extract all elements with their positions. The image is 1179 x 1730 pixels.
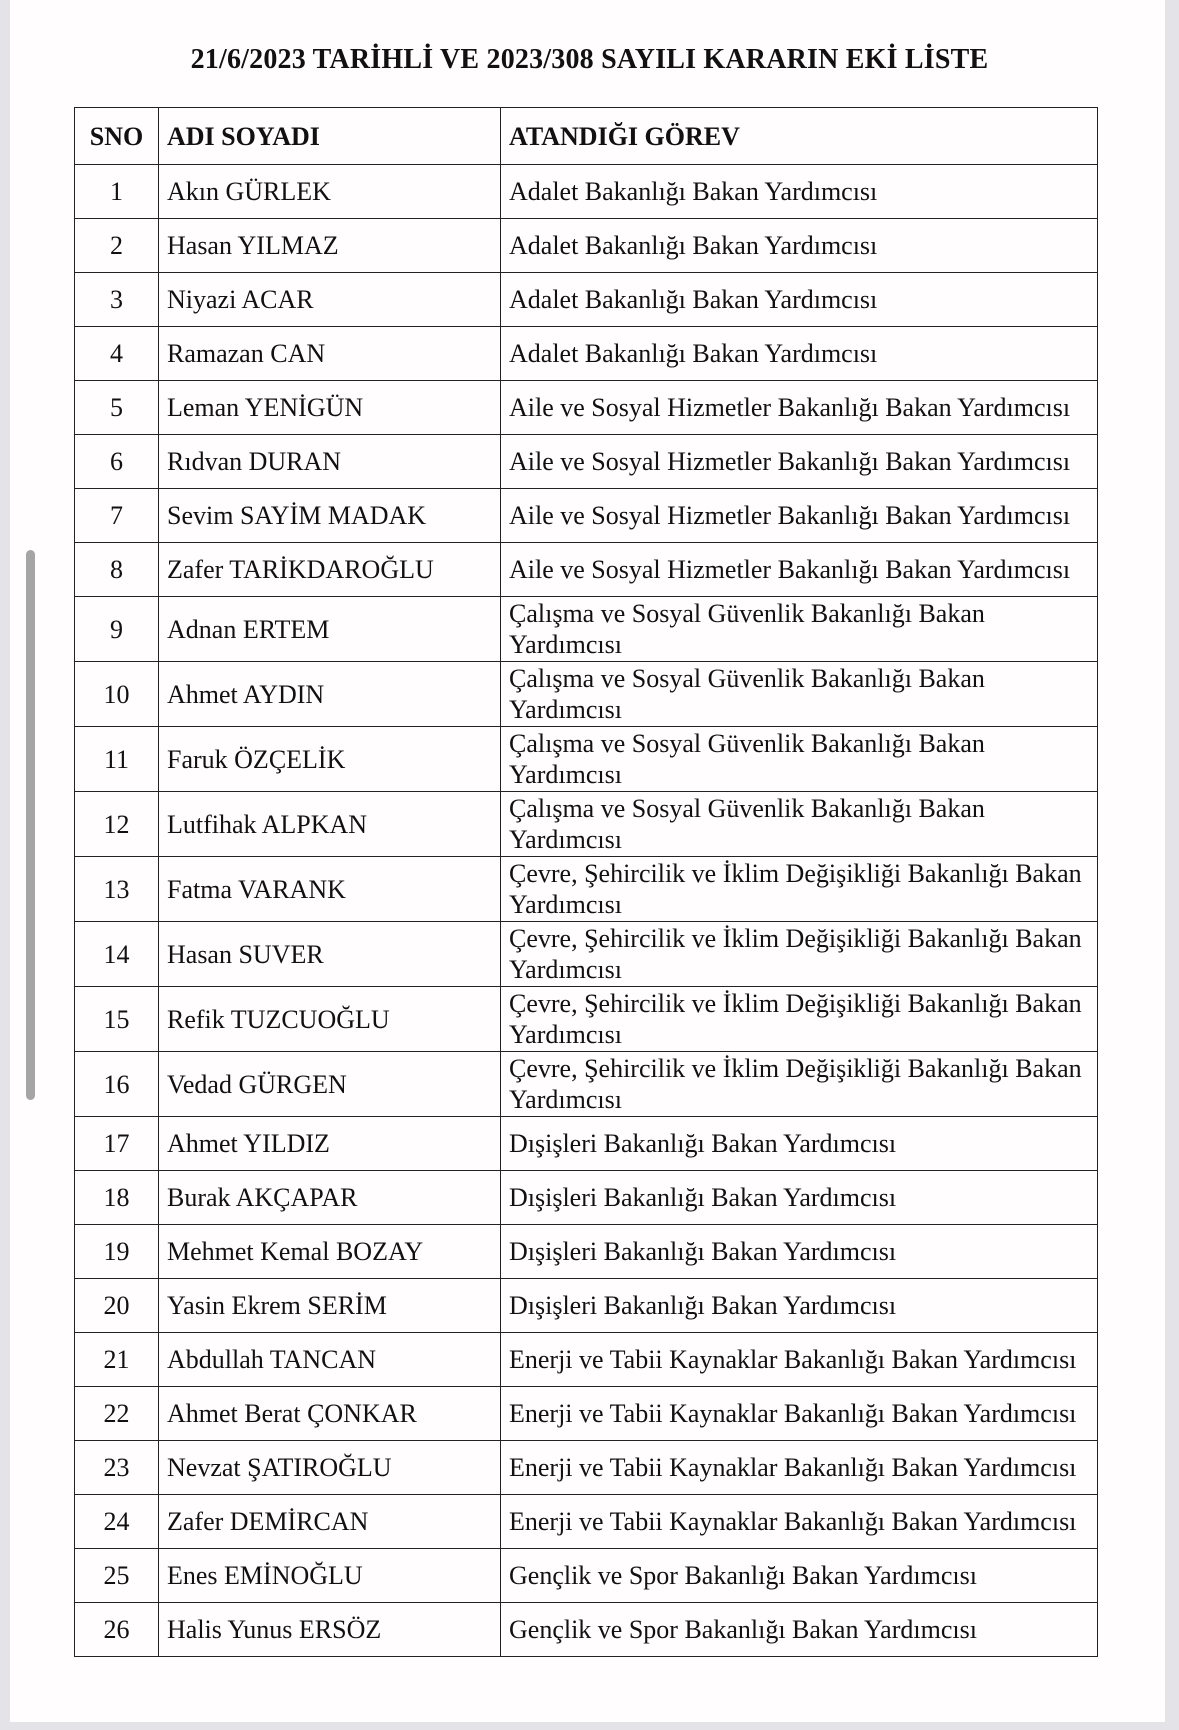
table-row — [75, 1225, 1098, 1279]
row-sno: 2 — [75, 219, 159, 273]
row-name: Halis Yunus ERSÖZ — [159, 1603, 501, 1657]
page-bottom-edge — [0, 1722, 1179, 1730]
row-sno: 14 — [75, 922, 159, 987]
row-name: Mehmet Kemal BOZAY — [159, 1225, 501, 1279]
row-sno: 9 — [75, 597, 159, 662]
row-name: Nevzat ŞATIROĞLU — [159, 1441, 501, 1495]
row-duty: Enerji ve Tabii Kaynaklar Bakanlığı Bakan Yardımcısı — [501, 1495, 1098, 1549]
table-row — [75, 489, 1098, 543]
row-duty: Çevre, Şehircilik ve İklim Değişikliği Bakanlığı Bakan Yardımcısı — [501, 857, 1098, 922]
row-sno: 10 — [75, 662, 159, 727]
header-name: ADI SOYADI — [159, 108, 501, 165]
row-name: Adnan ERTEM — [159, 597, 501, 662]
row-sno: 18 — [75, 1171, 159, 1225]
table-row — [75, 792, 1098, 857]
row-sno: 4 — [75, 327, 159, 381]
row-name: Leman YENİGÜN — [159, 381, 501, 435]
row-name: Yasin Ekrem SERİM — [159, 1279, 501, 1333]
table-row — [75, 1603, 1098, 1657]
row-name: Burak AKÇAPAR — [159, 1171, 501, 1225]
row-name: Ahmet YILDIZ — [159, 1117, 501, 1171]
table-row — [75, 1117, 1098, 1171]
row-duty: Dışişleri Bakanlığı Bakan Yardımcısı — [501, 1171, 1098, 1225]
table-row — [75, 1549, 1098, 1603]
row-sno: 12 — [75, 792, 159, 857]
row-sno: 5 — [75, 381, 159, 435]
row-duty: Çevre, Şehircilik ve İklim Değişikliği Bakanlığı Bakan Yardımcısı — [501, 1052, 1098, 1117]
row-sno: 6 — [75, 435, 159, 489]
row-duty: Çalışma ve Sosyal Güvenlik Bakanlığı Bakan Yardımcısı — [501, 597, 1098, 662]
row-name: Zafer TARİKDAROĞLU — [159, 543, 501, 597]
row-sno: 8 — [75, 543, 159, 597]
row-sno: 19 — [75, 1225, 159, 1279]
table-row — [75, 219, 1098, 273]
vertical-scrollbar[interactable] — [26, 550, 35, 1100]
row-duty: Dışişleri Bakanlığı Bakan Yardımcısı — [501, 1279, 1098, 1333]
row-sno: 25 — [75, 1549, 159, 1603]
row-name: Refik TUZCUOĞLU — [159, 987, 501, 1052]
table-row — [75, 727, 1098, 792]
row-name: Sevim SAYİM MADAK — [159, 489, 501, 543]
row-name: Rıdvan DURAN — [159, 435, 501, 489]
row-sno: 22 — [75, 1387, 159, 1441]
row-duty: Enerji ve Tabii Kaynaklar Bakanlığı Bakan Yardımcısı — [501, 1441, 1098, 1495]
row-name: Ahmet AYDIN — [159, 662, 501, 727]
row-sno: 11 — [75, 727, 159, 792]
row-duty: Dışişleri Bakanlığı Bakan Yardımcısı — [501, 1117, 1098, 1171]
table-row — [75, 857, 1098, 922]
row-duty: Aile ve Sosyal Hizmetler Bakanlığı Bakan Yardımcısı — [501, 489, 1098, 543]
table-row — [75, 1052, 1098, 1117]
row-sno: 1 — [75, 165, 159, 219]
row-duty: Adalet Bakanlığı Bakan Yardımcısı — [501, 219, 1098, 273]
table-row — [75, 165, 1098, 219]
row-name: Zafer DEMİRCAN — [159, 1495, 501, 1549]
row-sno: 26 — [75, 1603, 159, 1657]
table-row — [75, 435, 1098, 489]
row-name: Hasan YILMAZ — [159, 219, 501, 273]
row-name: Niyazi ACAR — [159, 273, 501, 327]
row-sno: 15 — [75, 987, 159, 1052]
row-duty: Adalet Bakanlığı Bakan Yardımcısı — [501, 327, 1098, 381]
table-row — [75, 987, 1098, 1052]
table-row — [75, 922, 1098, 987]
table-row — [75, 381, 1098, 435]
row-name: Faruk ÖZÇELİK — [159, 727, 501, 792]
header-duty: ATANDIĞI GÖREV — [501, 108, 1098, 165]
row-duty: Adalet Bakanlığı Bakan Yardımcısı — [501, 165, 1098, 219]
row-duty: Çalışma ve Sosyal Güvenlik Bakanlığı Bakan Yardımcısı — [501, 792, 1098, 857]
appointments-table — [74, 107, 1098, 1657]
table-row — [75, 662, 1098, 727]
row-sno: 21 — [75, 1333, 159, 1387]
row-sno: 3 — [75, 273, 159, 327]
row-sno: 13 — [75, 857, 159, 922]
row-duty: Dışişleri Bakanlığı Bakan Yardımcısı — [501, 1225, 1098, 1279]
row-sno: 7 — [75, 489, 159, 543]
table-row — [75, 543, 1098, 597]
row-name: Akın GÜRLEK — [159, 165, 501, 219]
row-duty: Adalet Bakanlığı Bakan Yardımcısı — [501, 273, 1098, 327]
row-name: Hasan SUVER — [159, 922, 501, 987]
row-duty: Aile ve Sosyal Hizmetler Bakanlığı Bakan Yardımcısı — [501, 435, 1098, 489]
document-title: 21/6/2023 TARİHLİ VE 2023/308 SAYILI KARARIN EKİ LİSTE — [190, 44, 989, 75]
row-sno: 20 — [75, 1279, 159, 1333]
row-sno: 23 — [75, 1441, 159, 1495]
table-row — [75, 1495, 1098, 1549]
row-sno: 24 — [75, 1495, 159, 1549]
row-duty: Enerji ve Tabii Kaynaklar Bakanlığı Bakan Yardımcısı — [501, 1387, 1098, 1441]
row-duty: Çevre, Şehircilik ve İklim Değişikliği Bakanlığı Bakan Yardımcısı — [501, 987, 1098, 1052]
table-row — [75, 1441, 1098, 1495]
row-duty: Gençlik ve Spor Bakanlığı Bakan Yardımcısı — [501, 1549, 1098, 1603]
row-name: Ahmet Berat ÇONKAR — [159, 1387, 501, 1441]
table-row — [75, 597, 1098, 662]
row-duty: Aile ve Sosyal Hizmetler Bakanlığı Bakan Yardımcısı — [501, 381, 1098, 435]
row-duty: Çalışma ve Sosyal Güvenlik Bakanlığı Bakan Yardımcısı — [501, 662, 1098, 727]
row-name: Enes EMİNOĞLU — [159, 1549, 501, 1603]
header-sno: SNO — [75, 108, 159, 165]
row-sno: 16 — [75, 1052, 159, 1117]
row-duty: Aile ve Sosyal Hizmetler Bakanlığı Bakan Yardımcısı — [501, 543, 1098, 597]
row-duty: Çalışma ve Sosyal Güvenlik Bakanlığı Bakan Yardımcısı — [501, 727, 1098, 792]
row-name: Lutfihak ALPKAN — [159, 792, 501, 857]
row-name: Abdullah TANCAN — [159, 1333, 501, 1387]
row-name: Fatma VARANK — [159, 857, 501, 922]
table-row — [75, 327, 1098, 381]
table-row — [75, 1387, 1098, 1441]
table-row — [75, 1333, 1098, 1387]
row-duty: Gençlik ve Spor Bakanlığı Bakan Yardımcısı — [501, 1603, 1098, 1657]
row-name: Vedad GÜRGEN — [159, 1052, 501, 1117]
row-duty: Enerji ve Tabii Kaynaklar Bakanlığı Bakan Yardımcısı — [501, 1333, 1098, 1387]
table-row — [75, 273, 1098, 327]
table-header-row — [75, 108, 1098, 165]
table-row — [75, 1171, 1098, 1225]
row-name: Ramazan CAN — [159, 327, 501, 381]
row-duty: Çevre, Şehircilik ve İklim Değişikliği Bakanlığı Bakan Yardımcısı — [501, 922, 1098, 987]
table-row — [75, 1279, 1098, 1333]
row-sno: 17 — [75, 1117, 159, 1171]
